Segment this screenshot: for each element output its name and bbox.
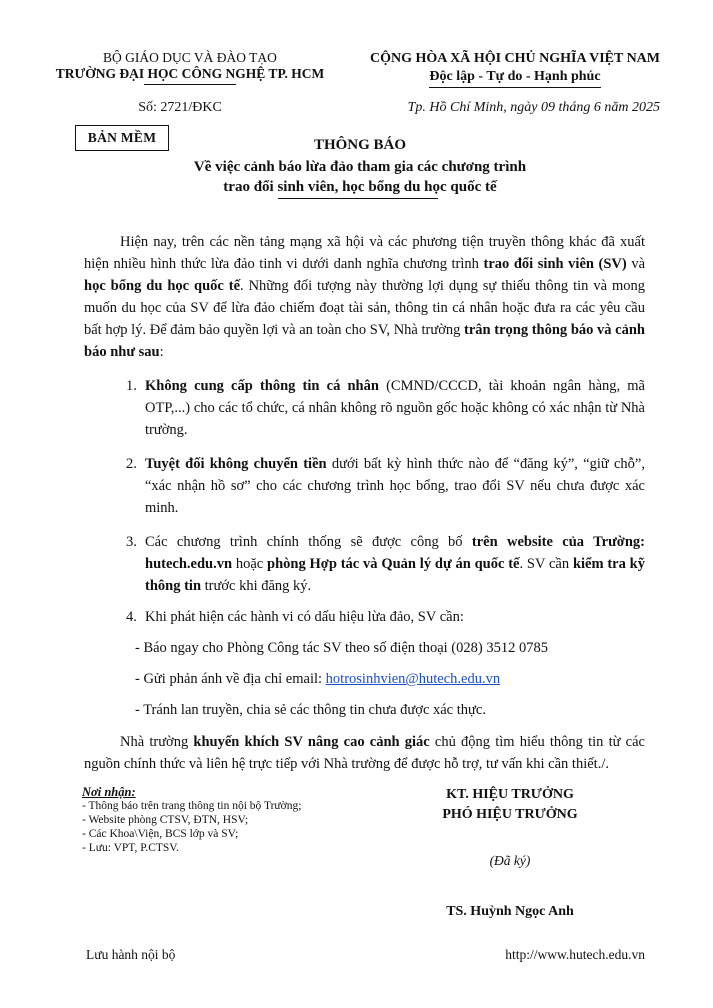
subtitle-rule	[278, 198, 438, 199]
list-item	[84, 453, 645, 519]
signer-name: TS. Huỳnh Ngọc Anh	[446, 904, 574, 919]
list-item-bold: Không cung cấp thông tin cá nhân	[145, 378, 379, 394]
list-item	[84, 606, 645, 628]
intro-bold-2: học bổng du học quốc tế	[84, 278, 241, 294]
list-item-number: 1.	[126, 378, 137, 394]
recipients-title: Nơi nhận:	[82, 785, 136, 799]
header-organization	[55, 50, 325, 85]
list-item-text: Khi phát hiện các hành vi có dấu hiệu lừa đảo, SV cần:	[145, 609, 464, 625]
bullet-email	[135, 668, 500, 690]
intro-text-4: :	[159, 344, 164, 360]
list-item-number: 3.	[126, 534, 137, 550]
date-line: Tp. Hồ Chí Minh, ngày 09 tháng 6 năm 2025	[407, 100, 660, 115]
recipient-line: - Các Khoa\Viện, BCS lớp và SV;	[82, 828, 239, 840]
list-item-bold: kiểm tra kỹ thông tin	[145, 556, 645, 594]
signed-note: (Đã ký)	[489, 853, 531, 868]
intro-paragraph	[84, 231, 645, 363]
bullet-phone: - Báo ngay cho Phòng Công tác SV theo số điện thoại (028) 3512 0785	[135, 640, 548, 656]
closing-text-2: chủ động tìm hiểu thông tin từ các nguồn chính thức và liên hệ trực tiếp với Nhà trường để được hỗ trợ, tư vấn khi cần thiết./.	[84, 734, 645, 772]
notice-title: THÔNG BÁO	[313, 137, 407, 153]
list-item-bold: trên website của Trường: hutech.edu.vn	[145, 534, 645, 572]
header-national	[365, 50, 665, 88]
closing-text-1: Nhà trường	[120, 734, 194, 750]
recipient-line: - Lưu: VPT, P.CTSV.	[82, 842, 179, 854]
list-item-number: 2.	[126, 456, 137, 472]
intro-text-1: Hiện nay, trên các nền tảng mạng xã hội và các phương tiện truyền thông khác đã xuất hiện nhiều hình thức lừa đảo tinh vi dưới danh nghĩa chương trình	[84, 234, 645, 272]
intro-bold-3: trân trọng thông báo và cảnh báo như sau	[84, 322, 645, 360]
list-item-body: (CMND/CCCD, tài khoản ngân hàng, mã OTP,...) cho các tổ chức, cá nhân không rõ nguồn gốc hoặc không có xác nhận từ Nhà trường.	[145, 378, 645, 438]
support-email-link[interactable]: hotrosinhvien@hutech.edu.vn	[325, 671, 501, 687]
list-item-text	[145, 453, 645, 519]
signature-line-1: KT. HIỆU TRƯỞNG	[446, 787, 574, 802]
intro-text-3: . Những đối tượng này thường lợi dụng sự thiếu thông tin và mong muốn du học của SV để lừa đảo chiếm đoạt tài sản, thông tin cá nhân hoặc đưa ra các yêu cầu bất hợp lý. Để đảm bảo quyền lợi và an toàn cho SV, Nhà trường	[84, 278, 645, 338]
subtitle-line-1: Về việc cảnh báo lừa đảo tham gia các chương trình	[193, 159, 527, 175]
university-name: TRƯỜNG ĐẠI HỌC CÔNG NGHỆ TP. HCM	[55, 66, 325, 81]
list-item-body: dưới bất kỳ hình thức nào để “đăng ký”, “giữ chỗ”, “xác nhận hồ sơ” cho các chương trình học bổng, trao đổi SV nếu chưa được xác minh.	[145, 456, 645, 516]
signature-line-2: PHÓ HIỆU TRƯỞNG	[442, 807, 578, 822]
recipient-line: - Website phòng CTSV, ĐTN, HSV;	[82, 814, 249, 826]
bullet-email-label: - Gửi phản ánh về địa chỉ email:	[135, 671, 326, 687]
recipients-block	[82, 785, 382, 855]
closing-bold: khuyến khích SV nâng cao cảnh giác	[193, 734, 430, 750]
list-item-number: 4.	[126, 609, 137, 625]
country-name: CỘNG HÒA XÃ HỘI CHỦ NGHĨA VIỆT NAM	[369, 51, 660, 66]
list-item	[84, 531, 645, 597]
soft-copy-stamp: BẢN MỀM	[75, 125, 169, 151]
list-item-bold: phòng Hợp tác và Quản lý dự án quốc tế	[267, 556, 520, 572]
list-item-text	[145, 531, 645, 597]
list-item-bold: Tuyệt đối không chuyển tiền	[145, 456, 327, 472]
notice-subtitle	[100, 157, 620, 197]
recipient-line: - Thông báo trên trang thông tin nội bộ Trường;	[82, 800, 302, 812]
subtitle-line-2: trao đổi sinh viên, học bổng du học quốc tế	[223, 179, 497, 195]
ministry-name: BỘ GIÁO DỤC VÀ ĐÀO TẠO	[103, 50, 277, 65]
intro-bold-1: trao đổi sinh viên (SV)	[483, 256, 627, 272]
footer-website-link[interactable]: http://www.hutech.edu.vn	[505, 947, 645, 962]
list-item	[84, 375, 645, 441]
closing-paragraph	[84, 731, 645, 775]
header-left-rule	[144, 84, 236, 85]
list-item-body: hoặc	[232, 556, 268, 572]
list-item-text	[145, 375, 645, 441]
national-motto: Độc lập - Tự do - Hạnh phúc	[429, 68, 600, 88]
intro-text-2: và	[626, 256, 646, 272]
list-item-body: Các chương trình chính thống sẽ được công bố	[145, 534, 472, 550]
document-number: Số: 2721/ĐKC	[138, 100, 222, 115]
bullet-no-spread: - Tránh lan truyền, chia sẻ các thông tin chưa được xác thực.	[135, 702, 486, 718]
signature-title	[410, 785, 610, 825]
list-item-body: trước khi đăng ký.	[201, 578, 312, 594]
list-item-body: . SV cần	[519, 556, 573, 572]
footer-internal-circulation: Lưu hành nội bộ	[86, 947, 176, 962]
